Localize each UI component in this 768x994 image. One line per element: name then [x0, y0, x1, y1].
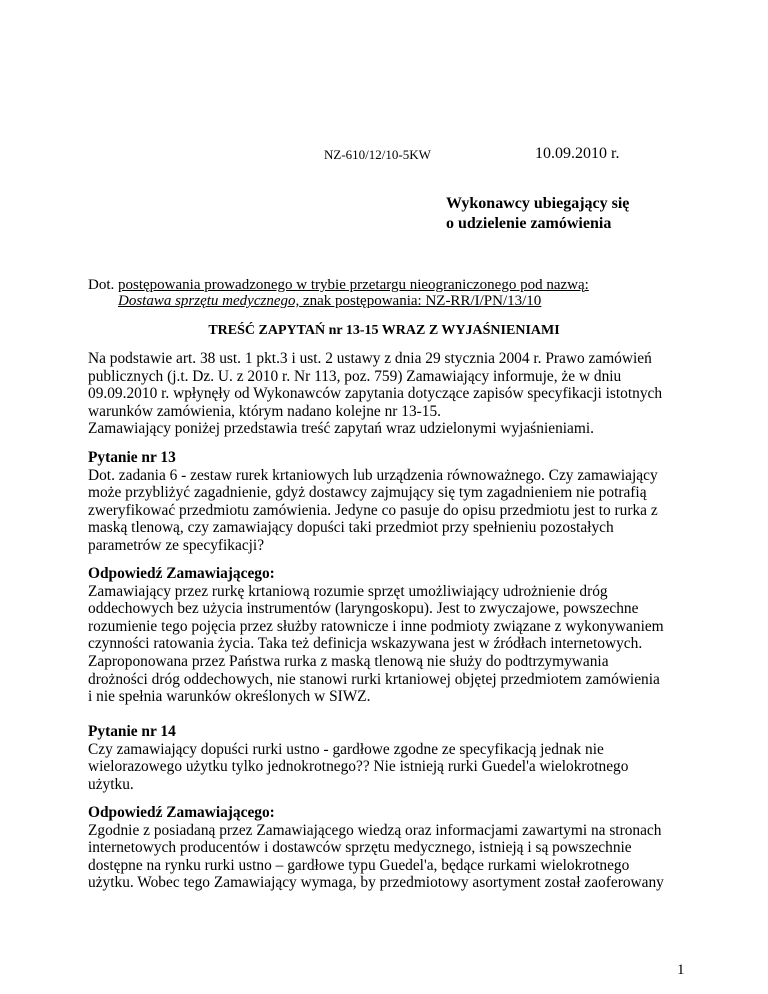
text-line: i nie spełnia warunków określonych w SIWZ.: [88, 688, 371, 706]
text-line: Czy zamawiający dopuści rurki ustno - gardłowe zgodne ze specyfikacją jednak nie: [88, 740, 604, 758]
answer-13: [88, 565, 680, 706]
question-14: [88, 723, 680, 793]
intro-paragraph: [88, 350, 680, 438]
text-line: użytku.: [88, 775, 134, 793]
document-title: TREŚĆ ZAPYTAŃ nr 13-15 WRAZ Z WYJAŚNIENIAMI: [208, 323, 560, 338]
text-line: oddechowych bez użycia instrumentów (laryngoskopu). Jest to zwyczajowe, powszechne: [88, 600, 639, 618]
subject-procurement-name: Dostawa sprzętu medycznego,: [118, 293, 300, 309]
text-line: Zgodnie z posiadaną przez Zamawiającego wiedzą oraz informacjami zawartymi na stronach: [88, 821, 662, 839]
answer-heading: Odpowiedź Zamawiającego:: [88, 804, 275, 821]
text-line: internetowych producentów i dostawców sprzętu medycznego, istnieją i są powszechnie: [88, 839, 632, 857]
answer-heading: Odpowiedź Zamawiającego:: [88, 565, 275, 582]
subject-procedure-code: znak postępowania: NZ-RR/I/PN/13/10: [299, 293, 542, 309]
page-number: 1: [677, 962, 685, 978]
text-line: użytku. Wobec tego Zamawiający wymaga, by przedmiotowy asortyment został zaoferowany: [88, 874, 664, 892]
addressee-line: Wykonawcy ubiegający się: [446, 195, 630, 212]
subject-line: [88, 277, 589, 309]
text-line: zweryfikować przedmiotu zamówienia. Jedyne co pasuje do opisu przedmiotu jest to rurka z: [88, 501, 658, 519]
text-line: 09.09.2010 r. wpłynęły od Wykonawców zapytania dotyczące zapisów specyfikacji istotnych: [88, 385, 663, 403]
text-line: Dot. zadania 6 - zestaw rurek krtaniowych lub urządzenia równoważnego. Czy zamawiający: [88, 466, 658, 484]
text-line: drożności dróg oddechowych, nie stanowi rurki krtaniowej objętej przedmiotem zamówienia: [88, 670, 660, 688]
text-line: warunków zamówienia, którym nadano kolejne nr 13-15.: [88, 402, 442, 420]
text-line: wielorazowego użytku tylko jednokrotnego?? Nie istnieją rurki Guedel'a wielokrotnego: [88, 758, 629, 776]
answer-14: [88, 804, 680, 892]
text-line: Zamawiający przez rurkę krtaniową rozumie sprzęt umożliwiający udrożnienie dróg: [88, 582, 608, 600]
text-line: parametrów ze specyfikacji?: [88, 536, 265, 554]
text-line: maską tlenową, czy zamawiający dopuści taki przedmiot przy spełnieniu pozostałych: [88, 519, 614, 537]
text-line: publicznych (j.t. Dz. U. z 2010 r. Nr 113, poz. 759) Zamawiający informuje, że w dniu: [88, 367, 622, 385]
question-13: [88, 449, 680, 555]
document-date: 10.09.2010 r.: [535, 145, 620, 162]
subject-prefix: Dot.: [88, 277, 115, 293]
question-heading: Pytanie nr 14: [88, 723, 176, 740]
text-line: rozumienie tego pojęcia przez służby ratownicze i inne podmioty związane z wykonywaniem: [88, 617, 664, 635]
text-line: Zaproponowana przez Państwa rurka z maską tlenową nie służy do podtrzymywania: [88, 652, 609, 670]
addressee-line: o udzielenie zamówienia: [446, 215, 612, 232]
question-heading: Pytanie nr 13: [88, 449, 176, 466]
text-line: czynności ratowania życia. Taka też definicja wskazywana jest w źródłach internetowych.: [88, 635, 643, 653]
text-line: Zamawiający poniżej przedstawia treść zapytań wraz udzielonymi wyjaśnieniami.: [88, 420, 594, 438]
text-line: dostępne na rynku rurki ustno – gardłowe typu Guedel'a, będące rurkami wielokrotnego: [88, 856, 630, 874]
text-line: może przybliżyć zagadnienie, gdyż dostawcy zajmujący się tym zagadnieniem nie potrafią: [88, 484, 647, 502]
reference-number: NZ-610/12/10-5KW: [324, 147, 431, 162]
addressee-block: [446, 194, 629, 234]
subject-text: postępowania prowadzonego w trybie przetargu nieograniczonego pod nazwą:: [118, 277, 589, 293]
text-line: Na podstawie art. 38 ust. 1 pkt.3 i ust. 2 ustawy z dnia 29 stycznia 2004 r. Prawo zamówień: [88, 350, 652, 367]
